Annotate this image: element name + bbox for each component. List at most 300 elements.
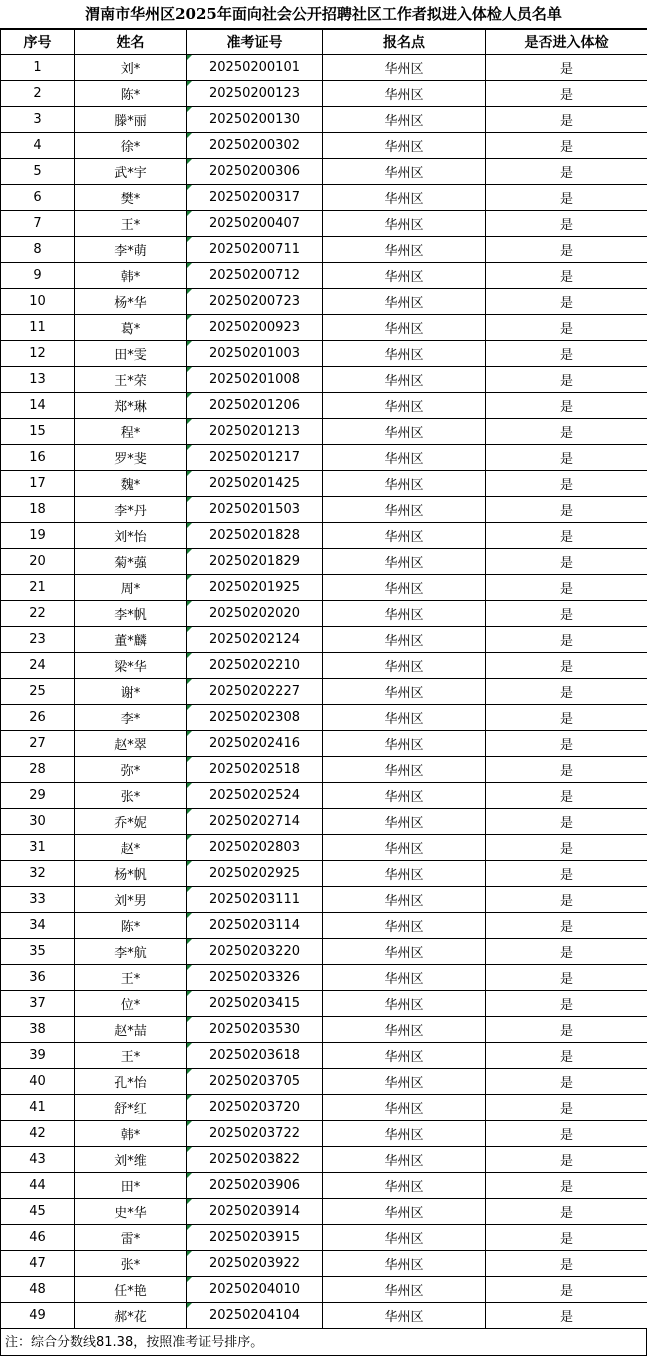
page-title: 渭南市华州区2025年面向社会公开招聘社区工作者拟进入体检人员名单	[0, 0, 647, 29]
cell-exam-id[interactable]: 20250201217	[187, 445, 323, 471]
cell-exam-id[interactable]: 20250202124	[187, 627, 323, 653]
cell-index[interactable]: 23	[1, 627, 75, 653]
cell-location[interactable]: 华州区	[323, 991, 486, 1017]
candidate-table	[0, 29, 647, 1329]
cell-name[interactable]: 李*	[75, 705, 187, 731]
cell-name[interactable]: 李*萌	[75, 237, 187, 263]
cell-exam-status[interactable]: 是	[486, 523, 647, 549]
cell-exam-status[interactable]: 是	[486, 939, 647, 965]
cell-location[interactable]: 华州区	[323, 809, 486, 835]
cell-index[interactable]: 25	[1, 679, 75, 705]
cell-exam-id[interactable]: 20250200923	[187, 315, 323, 341]
cell-exam-status[interactable]: 是	[486, 237, 647, 263]
cell-index[interactable]: 43	[1, 1147, 75, 1173]
cell-name[interactable]: 王*	[75, 211, 187, 237]
cell-exam-status[interactable]: 是	[486, 393, 647, 419]
table-row	[1, 289, 647, 315]
cell-location[interactable]: 华州区	[323, 783, 486, 809]
cell-location[interactable]: 华州区	[323, 419, 486, 445]
cell-location[interactable]: 华州区	[323, 471, 486, 497]
cell-location[interactable]: 华州区	[323, 55, 486, 81]
cell-index[interactable]: 28	[1, 757, 75, 783]
cell-exam-status[interactable]: 是	[486, 1199, 647, 1225]
cell-name[interactable]: 田*雯	[75, 341, 187, 367]
cell-exam-status[interactable]: 是	[486, 133, 647, 159]
cell-exam-status[interactable]: 是	[486, 1017, 647, 1043]
cell-exam-id[interactable]: 20250200123	[187, 81, 323, 107]
table-row	[1, 81, 647, 107]
cell-name[interactable]: 菊*蔃	[75, 549, 187, 575]
cell-exam-id[interactable]: 20250201003	[187, 341, 323, 367]
cell-index[interactable]: 44	[1, 1173, 75, 1199]
cell-name[interactable]: 位*	[75, 991, 187, 1017]
cell-name[interactable]: 弥*	[75, 757, 187, 783]
table-row	[1, 419, 647, 445]
cell-location[interactable]: 华州区	[323, 1069, 486, 1095]
cell-index[interactable]: 5	[1, 159, 75, 185]
cell-exam-id[interactable]: 20250203720	[187, 1095, 323, 1121]
cell-index[interactable]: 35	[1, 939, 75, 965]
cell-index[interactable]: 31	[1, 835, 75, 861]
cell-index[interactable]: 42	[1, 1121, 75, 1147]
cell-exam-status[interactable]: 是	[486, 965, 647, 991]
cell-index[interactable]: 24	[1, 653, 75, 679]
cell-name[interactable]: 程*	[75, 419, 187, 445]
cell-location[interactable]: 华州区	[323, 913, 486, 939]
header-exam-status[interactable]: 是否进入体检	[486, 30, 647, 55]
table-row	[1, 393, 647, 419]
header-row	[1, 30, 647, 55]
table-row	[1, 549, 647, 575]
cell-exam-status[interactable]: 是	[486, 575, 647, 601]
cell-location[interactable]: 华州区	[323, 1043, 486, 1069]
cell-exam-status[interactable]: 是	[486, 1043, 647, 1069]
table-row	[1, 809, 647, 835]
cell-exam-status[interactable]: 是	[486, 185, 647, 211]
cell-name[interactable]: 周*	[75, 575, 187, 601]
cell-exam-id[interactable]: 20250204104	[187, 1303, 323, 1329]
cell-exam-id[interactable]: 20250204010	[187, 1277, 323, 1303]
cell-exam-id[interactable]: 20250201829	[187, 549, 323, 575]
table-row	[1, 965, 647, 991]
cell-exam-id[interactable]: 20250203906	[187, 1173, 323, 1199]
cell-name[interactable]: 杨*帆	[75, 861, 187, 887]
cell-exam-status[interactable]: 是	[486, 419, 647, 445]
cell-index[interactable]: 11	[1, 315, 75, 341]
cell-exam-status[interactable]: 是	[486, 1173, 647, 1199]
cell-exam-status[interactable]: 是	[486, 263, 647, 289]
cell-exam-id[interactable]: 20250202524	[187, 783, 323, 809]
cell-location[interactable]: 华州区	[323, 315, 486, 341]
table-row	[1, 523, 647, 549]
cell-exam-status[interactable]: 是	[486, 1277, 647, 1303]
table-row	[1, 627, 647, 653]
cell-location[interactable]: 华州区	[323, 679, 486, 705]
cell-index[interactable]: 9	[1, 263, 75, 289]
cell-exam-id[interactable]: 20250201213	[187, 419, 323, 445]
cell-location[interactable]: 华州区	[323, 653, 486, 679]
cell-index[interactable]: 10	[1, 289, 75, 315]
cell-exam-status[interactable]: 是	[486, 601, 647, 627]
cell-index[interactable]: 17	[1, 471, 75, 497]
cell-name[interactable]: 郝*花	[75, 1303, 187, 1329]
cell-index[interactable]: 1	[1, 55, 75, 81]
table-body	[1, 55, 647, 1329]
cell-exam-id[interactable]: 20250200711	[187, 237, 323, 263]
table-row	[1, 1043, 647, 1069]
cell-name[interactable]: 樊*	[75, 185, 187, 211]
cell-exam-status[interactable]: 是	[486, 549, 647, 575]
table-row	[1, 757, 647, 783]
cell-location[interactable]: 华州区	[323, 1199, 486, 1225]
table-row	[1, 1147, 647, 1173]
table-row	[1, 1225, 647, 1251]
cell-exam-id[interactable]: 20250200317	[187, 185, 323, 211]
cell-name[interactable]: 李*航	[75, 939, 187, 965]
cell-index[interactable]: 12	[1, 341, 75, 367]
header-name[interactable]: 姓名	[75, 30, 187, 55]
cell-exam-id[interactable]: 20250202020	[187, 601, 323, 627]
cell-index[interactable]: 41	[1, 1095, 75, 1121]
table-row	[1, 367, 647, 393]
cell-index[interactable]: 37	[1, 991, 75, 1017]
cell-exam-id[interactable]: 20250202210	[187, 653, 323, 679]
cell-exam-status[interactable]: 是	[486, 55, 647, 81]
table-row	[1, 679, 647, 705]
cell-location[interactable]: 华州区	[323, 523, 486, 549]
cell-location[interactable]: 华州区	[323, 887, 486, 913]
cell-exam-status[interactable]: 是	[486, 471, 647, 497]
cell-index[interactable]: 32	[1, 861, 75, 887]
cell-exam-status[interactable]: 是	[486, 861, 647, 887]
cell-exam-status[interactable]: 是	[486, 1251, 647, 1277]
table-row	[1, 497, 647, 523]
cell-name[interactable]: 陈*	[75, 913, 187, 939]
cell-exam-id[interactable]: 20250201008	[187, 367, 323, 393]
cell-exam-status[interactable]: 是	[486, 835, 647, 861]
cell-exam-id[interactable]: 20250201425	[187, 471, 323, 497]
cell-location[interactable]: 华州区	[323, 1303, 486, 1329]
cell-location[interactable]: 华州区	[323, 549, 486, 575]
cell-exam-id[interactable]: 20250203922	[187, 1251, 323, 1277]
cell-index[interactable]: 33	[1, 887, 75, 913]
cell-name[interactable]: 梁*华	[75, 653, 187, 679]
cell-exam-id[interactable]: 20250202714	[187, 809, 323, 835]
cell-exam-status[interactable]: 是	[486, 289, 647, 315]
cell-name[interactable]: 任*艳	[75, 1277, 187, 1303]
header-index[interactable]: 序号	[1, 30, 75, 55]
cell-exam-id[interactable]: 20250203722	[187, 1121, 323, 1147]
cell-location[interactable]: 华州区	[323, 1017, 486, 1043]
cell-exam-status[interactable]: 是	[486, 445, 647, 471]
cell-name[interactable]: 孔*怡	[75, 1069, 187, 1095]
cell-location[interactable]: 华州区	[323, 497, 486, 523]
cell-exam-status[interactable]: 是	[486, 809, 647, 835]
cell-location[interactable]: 华州区	[323, 1173, 486, 1199]
cell-exam-status[interactable]: 是	[486, 913, 647, 939]
cell-location[interactable]: 华州区	[323, 705, 486, 731]
cell-location[interactable]: 华州区	[323, 185, 486, 211]
table-row	[1, 575, 647, 601]
cell-name[interactable]: 刘*	[75, 55, 187, 81]
header-exam-id[interactable]: 准考证号	[187, 30, 323, 55]
cell-index[interactable]: 39	[1, 1043, 75, 1069]
cell-location[interactable]: 华州区	[323, 1277, 486, 1303]
cell-name[interactable]: 王*荣	[75, 367, 187, 393]
table-row	[1, 55, 647, 81]
cell-name[interactable]: 武*宇	[75, 159, 187, 185]
table-row	[1, 887, 647, 913]
table-row	[1, 1251, 647, 1277]
cell-exam-status[interactable]: 是	[486, 887, 647, 913]
cell-index[interactable]: 49	[1, 1303, 75, 1329]
cell-exam-id[interactable]: 20250203114	[187, 913, 323, 939]
cell-exam-id[interactable]: 20250201925	[187, 575, 323, 601]
cell-name[interactable]: 韩*	[75, 1121, 187, 1147]
cell-name[interactable]: 王*	[75, 965, 187, 991]
cell-exam-id[interactable]: 20250203111	[187, 887, 323, 913]
table-row	[1, 445, 647, 471]
cell-exam-id[interactable]: 20250200723	[187, 289, 323, 315]
header-location[interactable]: 报名点	[323, 30, 486, 55]
cell-exam-id[interactable]: 20250203530	[187, 1017, 323, 1043]
cell-location[interactable]: 华州区	[323, 81, 486, 107]
table-row	[1, 861, 647, 887]
table-row	[1, 835, 647, 861]
cell-location[interactable]: 华州区	[323, 965, 486, 991]
cell-name[interactable]: 史*华	[75, 1199, 187, 1225]
cell-location[interactable]: 华州区	[323, 211, 486, 237]
cell-exam-id[interactable]: 20250202308	[187, 705, 323, 731]
cell-index[interactable]: 19	[1, 523, 75, 549]
cell-location[interactable]: 华州区	[323, 1147, 486, 1173]
cell-exam-id[interactable]: 20250203220	[187, 939, 323, 965]
cell-exam-id[interactable]: 20250203914	[187, 1199, 323, 1225]
cell-location[interactable]: 华州区	[323, 835, 486, 861]
cell-exam-status[interactable]: 是	[486, 1303, 647, 1329]
cell-location[interactable]: 华州区	[323, 939, 486, 965]
cell-location[interactable]: 华州区	[323, 627, 486, 653]
table-row	[1, 211, 647, 237]
table-row	[1, 107, 647, 133]
table-row	[1, 939, 647, 965]
table-row	[1, 1303, 647, 1329]
cell-name[interactable]: 魏*	[75, 471, 187, 497]
cell-index[interactable]: 8	[1, 237, 75, 263]
table-row	[1, 731, 647, 757]
cell-exam-id[interactable]: 20250203915	[187, 1225, 323, 1251]
cell-exam-status[interactable]: 是	[486, 341, 647, 367]
cell-exam-id[interactable]: 20250200306	[187, 159, 323, 185]
cell-name[interactable]: 刘*男	[75, 887, 187, 913]
table-row	[1, 159, 647, 185]
cell-name[interactable]: 赵*翠	[75, 731, 187, 757]
cell-index[interactable]: 40	[1, 1069, 75, 1095]
cell-index[interactable]: 46	[1, 1225, 75, 1251]
cell-location[interactable]: 华州区	[323, 159, 486, 185]
cell-exam-status[interactable]: 是	[486, 211, 647, 237]
cell-location[interactable]: 华州区	[323, 601, 486, 627]
cell-index[interactable]: 3	[1, 107, 75, 133]
cell-name[interactable]: 赵*喆	[75, 1017, 187, 1043]
table-row	[1, 705, 647, 731]
cell-exam-status[interactable]: 是	[486, 627, 647, 653]
cell-name[interactable]: 罗*斐	[75, 445, 187, 471]
cell-exam-status[interactable]: 是	[486, 679, 647, 705]
cell-exam-id[interactable]: 20250201206	[187, 393, 323, 419]
cell-exam-id[interactable]: 20250201503	[187, 497, 323, 523]
cell-exam-id[interactable]: 20250203618	[187, 1043, 323, 1069]
cell-exam-status[interactable]: 是	[486, 731, 647, 757]
cell-location[interactable]: 华州区	[323, 1251, 486, 1277]
cell-exam-id[interactable]: 20250203326	[187, 965, 323, 991]
cell-name[interactable]: 舒*红	[75, 1095, 187, 1121]
cell-name[interactable]: 陈*	[75, 81, 187, 107]
cell-name[interactable]: 张*	[75, 1251, 187, 1277]
cell-index[interactable]: 29	[1, 783, 75, 809]
cell-index[interactable]: 18	[1, 497, 75, 523]
cell-location[interactable]: 华州区	[323, 731, 486, 757]
cell-location[interactable]: 华州区	[323, 367, 486, 393]
cell-index[interactable]: 16	[1, 445, 75, 471]
cell-name[interactable]: 王*	[75, 1043, 187, 1069]
cell-index[interactable]: 7	[1, 211, 75, 237]
cell-name[interactable]: 雷*	[75, 1225, 187, 1251]
cell-exam-id[interactable]: 20250200130	[187, 107, 323, 133]
table-row	[1, 1069, 647, 1095]
cell-name[interactable]: 徐*	[75, 133, 187, 159]
cell-exam-id[interactable]: 20250203415	[187, 991, 323, 1017]
cell-exam-status[interactable]: 是	[486, 107, 647, 133]
cell-exam-status[interactable]: 是	[486, 783, 647, 809]
cell-location[interactable]: 华州区	[323, 757, 486, 783]
cell-exam-id[interactable]: 20250203822	[187, 1147, 323, 1173]
cell-exam-status[interactable]: 是	[486, 653, 647, 679]
cell-index[interactable]: 21	[1, 575, 75, 601]
cell-index[interactable]: 30	[1, 809, 75, 835]
table-row	[1, 471, 647, 497]
cell-location[interactable]: 华州区	[323, 445, 486, 471]
cell-name[interactable]: 田*	[75, 1173, 187, 1199]
cell-name[interactable]: 葛*	[75, 315, 187, 341]
cell-exam-status[interactable]: 是	[486, 705, 647, 731]
cell-location[interactable]: 华州区	[323, 341, 486, 367]
cell-exam-status[interactable]: 是	[486, 1121, 647, 1147]
cell-location[interactable]: 华州区	[323, 861, 486, 887]
cell-location[interactable]: 华州区	[323, 1225, 486, 1251]
table-row	[1, 1095, 647, 1121]
cell-name[interactable]: 张*	[75, 783, 187, 809]
cell-name[interactable]: 杨*华	[75, 289, 187, 315]
cell-name[interactable]: 董*麟	[75, 627, 187, 653]
cell-exam-id[interactable]: 20250200407	[187, 211, 323, 237]
cell-index[interactable]: 48	[1, 1277, 75, 1303]
cell-name[interactable]: 谢*	[75, 679, 187, 705]
cell-exam-status[interactable]: 是	[486, 1147, 647, 1173]
cell-exam-id[interactable]: 20250200101	[187, 55, 323, 81]
cell-location[interactable]: 华州区	[323, 1121, 486, 1147]
table-row	[1, 1199, 647, 1225]
cell-exam-status[interactable]: 是	[486, 159, 647, 185]
cell-exam-id[interactable]: 20250202803	[187, 835, 323, 861]
cell-location[interactable]: 华州区	[323, 393, 486, 419]
cell-index[interactable]: 2	[1, 81, 75, 107]
table-row	[1, 1121, 647, 1147]
cell-index[interactable]: 15	[1, 419, 75, 445]
cell-exam-status[interactable]: 是	[486, 81, 647, 107]
cell-exam-status[interactable]: 是	[486, 991, 647, 1017]
cell-exam-id[interactable]: 20250203705	[187, 1069, 323, 1095]
cell-location[interactable]: 华州区	[323, 1095, 486, 1121]
cell-index[interactable]: 26	[1, 705, 75, 731]
cell-name[interactable]: 刘*维	[75, 1147, 187, 1173]
cell-exam-id[interactable]: 20250200302	[187, 133, 323, 159]
table-row	[1, 1277, 647, 1303]
cell-exam-status[interactable]: 是	[486, 315, 647, 341]
cell-name[interactable]: 韩*	[75, 263, 187, 289]
cell-exam-status[interactable]: 是	[486, 367, 647, 393]
cell-exam-id[interactable]: 20250202416	[187, 731, 323, 757]
cell-exam-status[interactable]: 是	[486, 1225, 647, 1251]
cell-location[interactable]: 华州区	[323, 107, 486, 133]
cell-location[interactable]: 华州区	[323, 575, 486, 601]
cell-exam-id[interactable]: 20250202227	[187, 679, 323, 705]
cell-index[interactable]: 13	[1, 367, 75, 393]
cell-exam-id[interactable]: 20250202925	[187, 861, 323, 887]
cell-exam-status[interactable]: 是	[486, 1069, 647, 1095]
cell-name[interactable]: 赵*	[75, 835, 187, 861]
cell-index[interactable]: 45	[1, 1199, 75, 1225]
cell-exam-id[interactable]: 20250202518	[187, 757, 323, 783]
cell-index[interactable]: 27	[1, 731, 75, 757]
table-row	[1, 653, 647, 679]
cell-name[interactable]: 李*丹	[75, 497, 187, 523]
cell-name[interactable]: 郑*琳	[75, 393, 187, 419]
cell-location[interactable]: 华州区	[323, 289, 486, 315]
cell-name[interactable]: 乔*妮	[75, 809, 187, 835]
cell-index[interactable]: 4	[1, 133, 75, 159]
footnote: 注：综合分数线81.38，按照准考证号排序。	[0, 1329, 647, 1356]
cell-name[interactable]: 滕*丽	[75, 107, 187, 133]
cell-index[interactable]: 34	[1, 913, 75, 939]
table-row	[1, 263, 647, 289]
cell-index[interactable]: 14	[1, 393, 75, 419]
cell-index[interactable]: 6	[1, 185, 75, 211]
cell-index[interactable]: 36	[1, 965, 75, 991]
cell-index[interactable]: 38	[1, 1017, 75, 1043]
cell-exam-id[interactable]: 20250201828	[187, 523, 323, 549]
cell-location[interactable]: 华州区	[323, 263, 486, 289]
table-row	[1, 601, 647, 627]
table-row	[1, 133, 647, 159]
table-row	[1, 783, 647, 809]
table-row	[1, 185, 647, 211]
cell-exam-status[interactable]: 是	[486, 497, 647, 523]
cell-exam-status[interactable]: 是	[486, 757, 647, 783]
cell-index[interactable]: 47	[1, 1251, 75, 1277]
table-row	[1, 913, 647, 939]
cell-location[interactable]: 华州区	[323, 237, 486, 263]
cell-name[interactable]: 刘*怡	[75, 523, 187, 549]
cell-index[interactable]: 22	[1, 601, 75, 627]
cell-index[interactable]: 20	[1, 549, 75, 575]
table-row	[1, 237, 647, 263]
cell-location[interactable]: 华州区	[323, 133, 486, 159]
table-row	[1, 315, 647, 341]
cell-exam-id[interactable]: 20250200712	[187, 263, 323, 289]
cell-name[interactable]: 李*帆	[75, 601, 187, 627]
cell-exam-status[interactable]: 是	[486, 1095, 647, 1121]
